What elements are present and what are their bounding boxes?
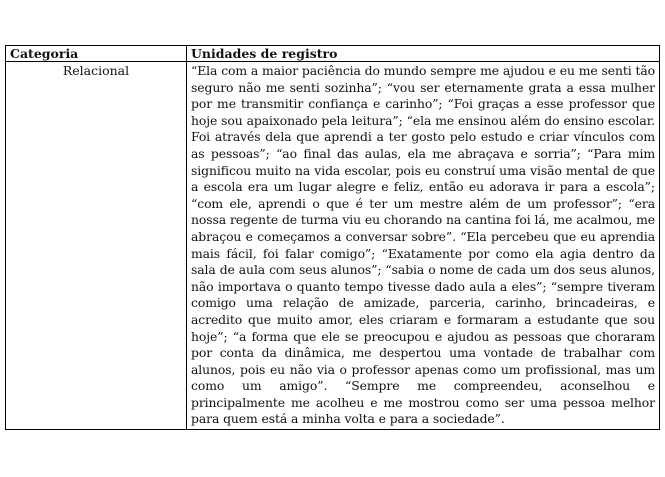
header-registry-units: Unidades de registro — [187, 46, 660, 62]
registry-table — [5, 45, 660, 430]
table-row — [6, 62, 660, 430]
category-cell: Relacional — [6, 62, 187, 430]
table-header-row — [6, 46, 660, 62]
registry-units-cell: “Ela com a maior paciência do mundo sempre me ajudou e eu me senti tão seguro não me senti sozinha”; “vou ser eternamente grata a essa mulher por me transmitir confiança e carinho”; “Foi graças a esse professor que hoje sou apaixonado pela leitura”; “ela me ensinou além do ensino escolar. Foi através dela que aprendi a ter gosto pelo estudo e criar vínculos com as pessoas”; “ao final das aulas, ela me abraçava e sorria”; “Para mim significou muito na vida escolar, pois eu construí uma visão mental de que a escola era um lugar alegre e feliz, então eu adorava ir para a escola”; “com ele, aprendi o que é ter um mestre além de um professor”; “era nossa regente de turma viu eu chorando na cantina foi lá, me acalmou, me abraçou e começamos a conversar sobre”. “Ela percebeu que eu aprendia mais fácil, foi falar comigo”; “Exatamente por como ela agia dentro da sala de aula com seus alunos”; “sabia o nome de cada um dos seus alunos, não importava o quanto tempo tivesse dado aula a eles”; “sempre tiveram comigo uma relação de amizade, parceria, carinho, brincadeiras, e acredito que muito amor, eles criaram e formaram a estudante que sou hoje”; “a forma que ele se preocupou e ajudou as pessoas que choraram por conta da dinâmica, me despertou uma vontade de trabalhar com alunos, pois eu não via o professor apenas como um profissional, mas um como um amigo”. “Sempre me compreendeu, aconselhou e principalmente me acolheu e me mostrou como ser uma pessoa melhor para quem está a minha volta e para a sociedade”. — [187, 62, 660, 430]
header-category: Categoria — [6, 46, 187, 62]
